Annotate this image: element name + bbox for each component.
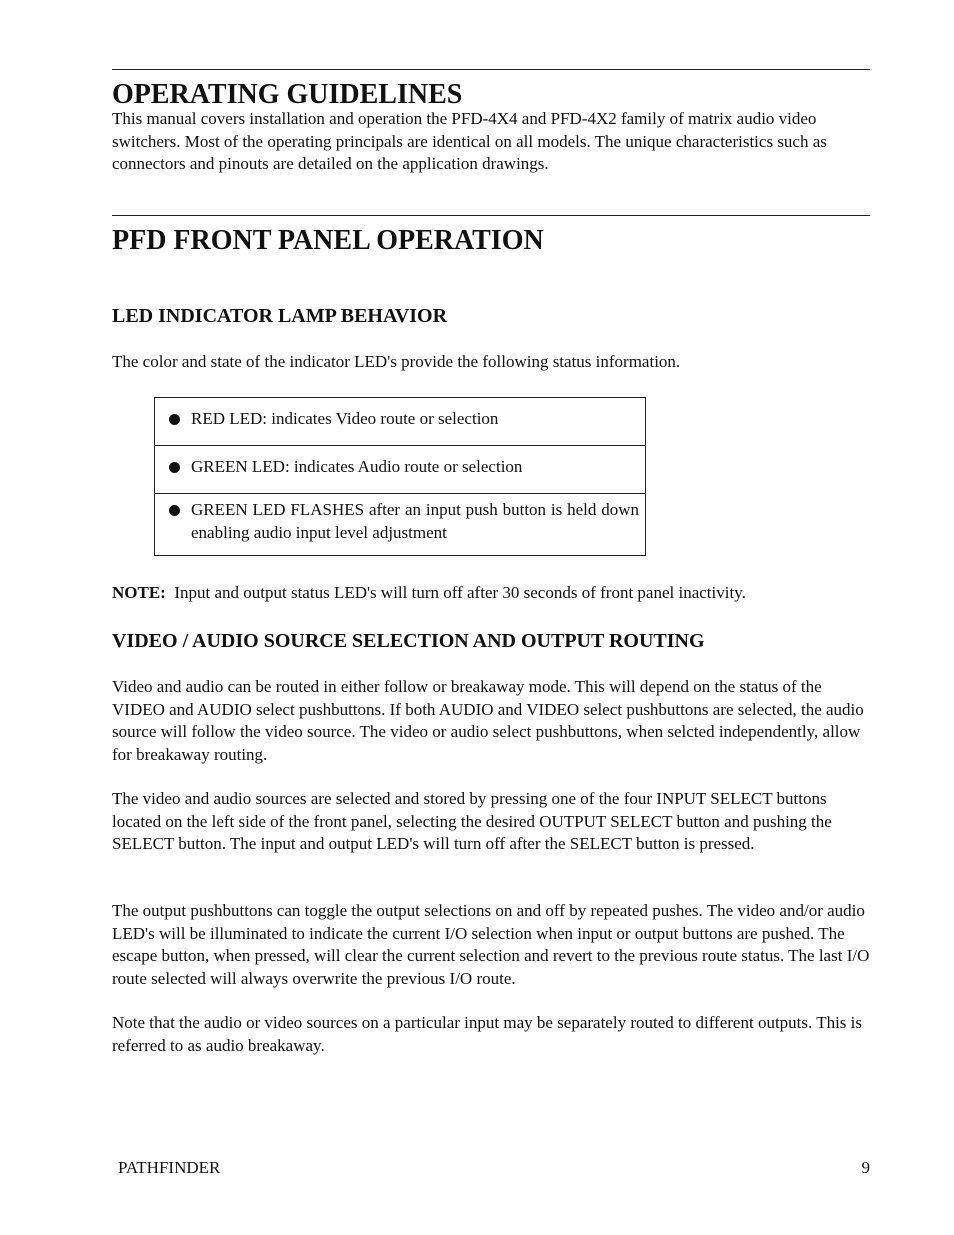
operating-guidelines-body: This manual covers installation and operation the PFD-4X4 and PFD-4X2 family of matrix audio video switchers. Most of the operating principals are identical on all models. The unique characteristics such as connectors and pinouts are detailed on the application drawings. [112,109,827,173]
led-item-text: GREEN LED FLASHES after an input push button is held down enabling audio input level adjustment [191,500,639,542]
led-item [155,445,645,493]
routing-paragraph: Note that the audio or video sources on a particular input may be separately routed to different outputs. This is referred to as audio breakaway. [112,1013,863,1055]
operating-guidelines-heading: OPERATING GUIDELINES [112,79,463,110]
note-label: NOTE: [112,583,166,602]
routing-paragraph: The video and audio sources are selected and stored by pressing one of the four INPUT SELECT buttons located on the left side of the front panel, selecting the desired OUTPUT SELECT button and pushing the SELECT button. The input and output LED's will turn off after the SELECT button is pressed. [112,789,832,853]
page-number: 9 [861,1158,870,1177]
led-item [155,493,645,555]
led-intro: The color and state of the indicator LED's provide the following status information. [112,352,681,371]
led-item-text: RED LED: indicates Video route or selection [191,409,499,428]
led-status-table [154,397,646,556]
bullet-icon [169,462,180,473]
routing-paragraph: The output pushbuttons can toggle the output selections on and off by repeated pushes. The video and/or audio LED's will be illuminated to indicate the current I/O selection when input or output buttons are pushed. The escape button, when pressed, will clear the current selection and revert to the previous route status. The last I/O route selected will always overwrite the previous I/O route. [112,901,870,988]
led-behavior-heading: LED INDICATOR LAMP BEHAVIOR [112,305,448,327]
routing-heading: VIDEO / AUDIO SOURCE SELECTION AND OUTPUT ROUTING [112,630,705,652]
routing-paragraph: Video and audio can be routed in either follow or breakaway mode. This will depend on the status of the VIDEO and AUDIO select pushbuttons. If both AUDIO and VIDEO select pushbuttons are selected, the audio source will follow the video source. The video or audio select pushbuttons, when selcted independently, allow for breakaway routing. [112,677,864,764]
led-item [155,398,645,445]
top-rule [112,69,870,70]
front-panel-heading: PFD FRONT PANEL OPERATION [112,225,544,256]
led-note [112,582,870,605]
bullet-icon [169,414,180,425]
footer-brand: PATHFINDER [118,1158,221,1177]
section-rule [112,215,870,216]
note-text: Input and output status LED's will turn off after 30 seconds of front panel inactivity. [174,583,746,602]
led-item-text: GREEN LED: indicates Audio route or selection [191,457,523,476]
bullet-icon [169,505,180,516]
